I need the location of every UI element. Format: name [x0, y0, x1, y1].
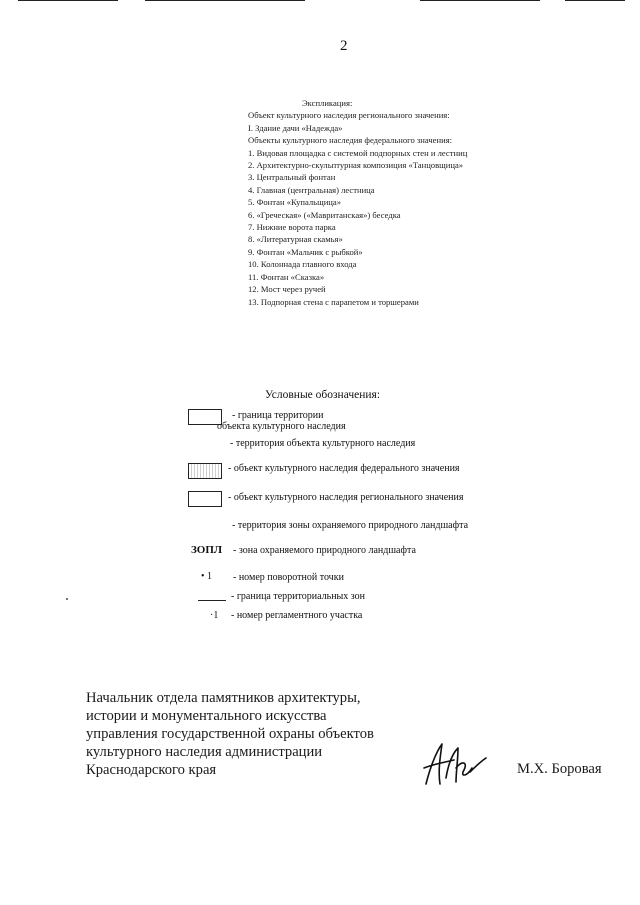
legend-landscape-territory: - территория зоны охраняемого природного ландшафта — [232, 520, 469, 531]
federal-item: 2. Архитектурно-скульптурная композиция «Танцовщица» — [248, 160, 464, 171]
zopl-symbol: ЗОПЛ — [191, 544, 223, 556]
regional-heading: Объект культурного наследия регионального значения: — [248, 110, 450, 121]
legend-territory: - территория объекта культурного наследия — [230, 438, 416, 449]
federal-item: 6. «Греческая» («Мавританская») беседка — [248, 209, 401, 220]
top-border-line — [145, 0, 305, 1]
signature-title-line: Начальник отдела памятников архитектуры, — [86, 690, 361, 706]
top-border-line — [18, 0, 118, 1]
federal-item: 10. Колоннада главного входа — [248, 259, 357, 270]
legend-zones-boundary: - граница территориальных зон — [231, 591, 366, 602]
federal-object-symbol — [188, 463, 222, 479]
federal-item: 8. «Литературная скамья» — [248, 234, 343, 245]
federal-item: 13. Подпорная стена с парапетом и торшерами — [248, 296, 419, 307]
regional-object-symbol — [188, 491, 222, 507]
handwritten-signature — [420, 738, 490, 790]
plot-symbol: ·1 — [210, 610, 219, 621]
legend-regional: - объект культурного наследия регионального значения — [228, 492, 464, 503]
page-number: 2 — [340, 38, 348, 54]
federal-item: 1. Видовая площадка с системой подпорных стен и лестниц — [248, 147, 468, 158]
federal-heading: Объекты культурного наследия федерального значения: — [248, 135, 453, 146]
signature-title-line: истории и монументального искусства — [86, 708, 327, 724]
legend-boundary-line2: объекта культурного наследия — [217, 421, 346, 432]
legend-federal: - объект культурного наследия федерального значения — [228, 463, 460, 474]
legend-plot: - номер регламентного участка — [231, 610, 363, 621]
explication — [248, 97, 498, 308]
legend-zopl: - зона охраняемого природного ландшафта — [233, 545, 416, 556]
legend-title: Условные обозначения: — [265, 389, 381, 401]
margin-mark — [66, 598, 68, 600]
top-border-line — [565, 0, 625, 1]
federal-item: 7. Нижние ворота парка — [248, 222, 336, 233]
signature-title-line: Краснодарского края — [86, 762, 217, 778]
signature-title-line: управления государственной охраны объектов — [86, 726, 374, 742]
federal-item: 11. Фонтан «Сказка» — [248, 271, 325, 282]
legend-point: - номер поворотной точки — [233, 572, 344, 583]
federal-item: 9. Фонтан «Мальчик с рыбкой» — [248, 246, 363, 257]
top-border-line — [420, 0, 540, 1]
federal-item: 4. Главная (центральная) лестница — [248, 184, 375, 195]
explication-title: Экспликация: — [302, 98, 353, 108]
signature-title-line: культурного наследия администрации — [86, 744, 323, 760]
regional-item: I. Здание дачи «Надежда» — [248, 122, 343, 133]
signatory-name: М.Х. Боровая — [517, 761, 602, 777]
federal-item: 12. Мост через ручей — [248, 284, 326, 295]
legend-boundary-line1: - граница территории — [232, 410, 324, 421]
point-symbol: • 1 — [201, 571, 213, 582]
signature-block — [86, 689, 374, 779]
zones-boundary-symbol — [198, 600, 226, 601]
federal-item: 3. Центральный фонтан — [248, 172, 336, 183]
federal-item: 5. Фонтан «Купальщица» — [248, 197, 342, 208]
